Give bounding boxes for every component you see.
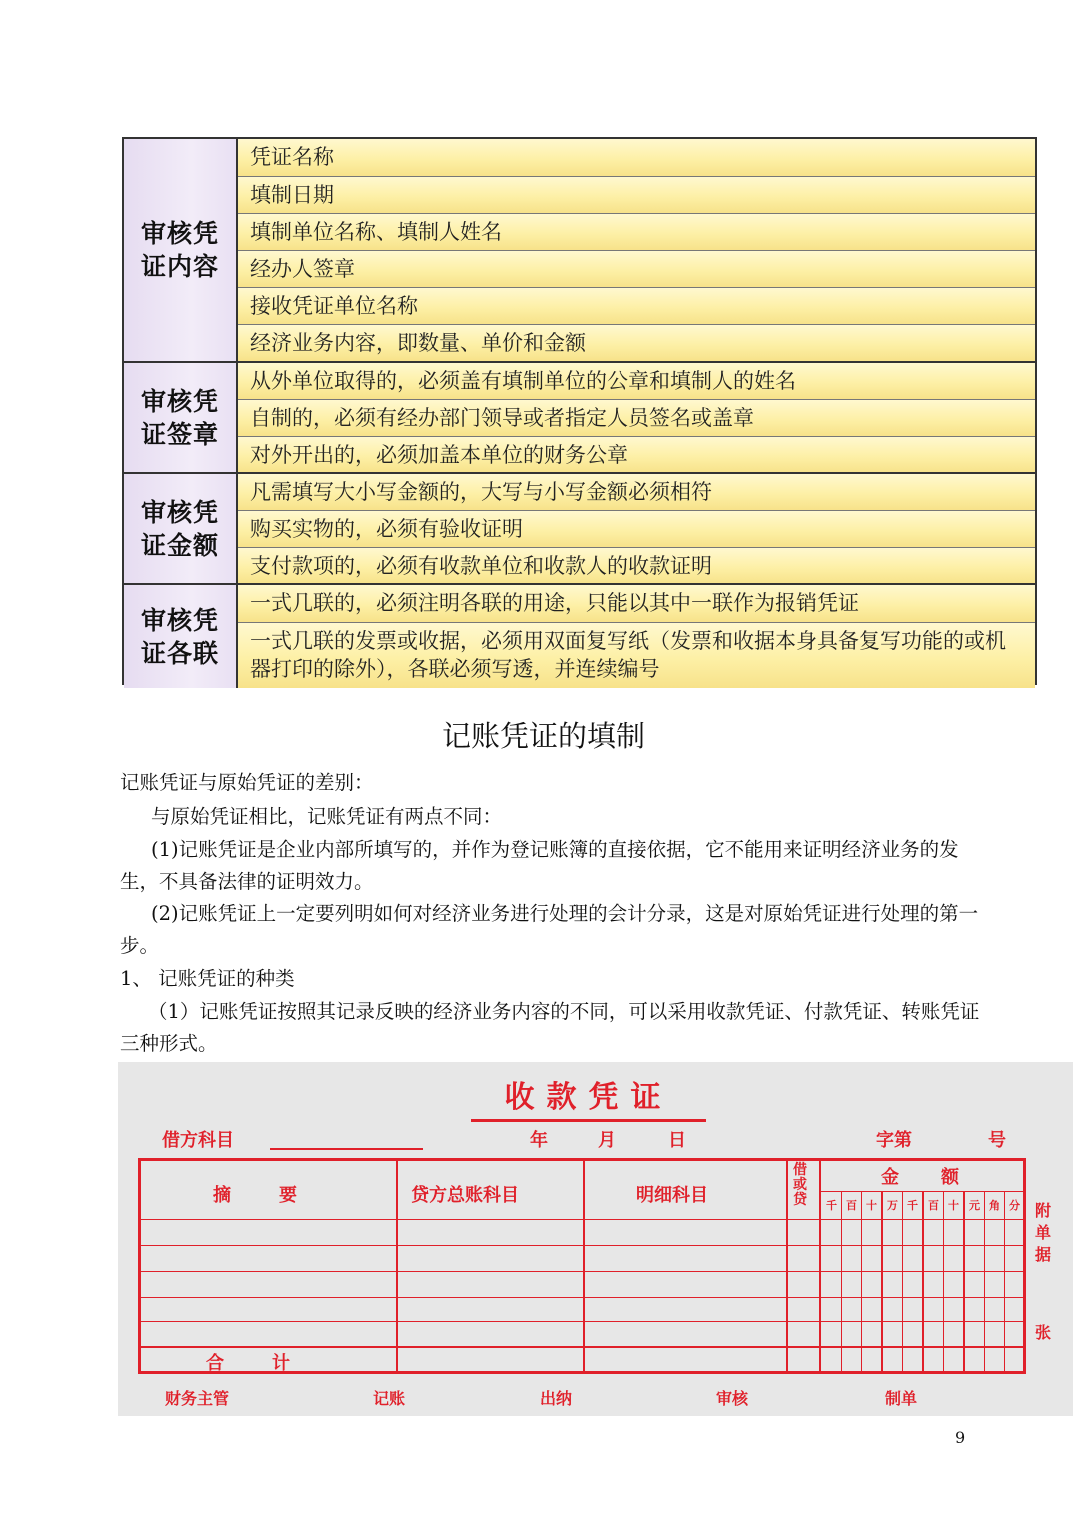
digit-label: 元	[969, 1199, 980, 1212]
audit-row: 对外开出的，必须加盖本单位的财务公章	[238, 436, 1035, 473]
col-credit-account: 贷方总账科目	[411, 1185, 519, 1206]
footer-supervisor: 财务主管	[165, 1389, 230, 1408]
voucher-month: 月	[598, 1130, 616, 1151]
digit-label: 百	[928, 1199, 939, 1212]
section-title: 记账凭证的填制	[441, 719, 645, 753]
digit-label: 角	[989, 1199, 1000, 1212]
grid-line	[786, 1161, 788, 1371]
col-summary: 摘 要	[213, 1185, 301, 1206]
digit-label: 万	[887, 1199, 898, 1212]
digit-line	[922, 1191, 924, 1371]
audit-row: 填制单位名称、填制人姓名	[238, 213, 1035, 250]
footer-cashier: 出纳	[540, 1389, 573, 1408]
audit-group-label: 审核凭证各联	[124, 585, 238, 688]
digit-line	[881, 1191, 883, 1371]
debit-account-underline	[270, 1148, 423, 1150]
digit-label: 十	[948, 1199, 959, 1212]
grid-line	[141, 1297, 1023, 1298]
audit-group-label: 审核凭证内容	[124, 139, 238, 361]
paragraph: 1、 记账凭证的种类	[120, 967, 295, 990]
page-number: 9	[955, 1428, 966, 1447]
footer-preparer: 制单	[885, 1389, 918, 1408]
paragraph: 记账凭证与原始凭证的差别：	[120, 771, 374, 794]
paragraph: (1)记账凭证是企业内部所填写的，并作为登记账簿的直接依据，它不能用来证明经济业务的发生，不具备法律的证明效力。	[120, 838, 959, 893]
grid-line	[396, 1161, 398, 1371]
footer-reviewer: 审核	[716, 1389, 749, 1408]
audit-row: 接收凭证单位名称	[238, 287, 1035, 324]
audit-group-label: 审核凭证签章	[124, 363, 238, 472]
audit-row: 凡需填写大小写金额的，大写与小写金额必须相符	[238, 474, 1035, 510]
digit-label: 千	[826, 1199, 837, 1212]
digit-line	[861, 1191, 862, 1371]
col-detail-account: 明细科目	[636, 1185, 708, 1206]
voucher-char-no: 字第	[876, 1130, 912, 1151]
grid-line	[141, 1321, 1023, 1322]
audit-row: 填制日期	[238, 176, 1035, 213]
digit-line	[902, 1191, 903, 1371]
digit-line	[943, 1191, 944, 1371]
audit-row: 一式几联的发票或收据，必须用双面复写纸（发票和收据本身具备复写功能的或机器打印的除外），各联必须写透，并连续编号	[238, 622, 1035, 688]
col-amount: 金 额	[881, 1167, 961, 1188]
audit-row: 一式几联的，必须注明各联的用途，只能以其中一联作为报销凭证	[238, 585, 1035, 622]
voucher-grid	[138, 1158, 1026, 1374]
audit-group-content	[124, 139, 1035, 361]
col-mark: 借或贷	[793, 1162, 807, 1208]
voucher-title: 收款凭证	[471, 1072, 706, 1122]
paragraph: 与原始凭证相比，记账凭证有两点不同：	[151, 805, 503, 828]
audit-row: 购买实物的，必须有验收证明	[238, 510, 1035, 547]
grid-line	[819, 1161, 821, 1371]
paragraph: (2)记账凭证上一定要列明如何对经济业务进行处理的会计分录，这是对原始凭证进行处理的第一步。	[120, 902, 979, 957]
audit-row: 支付款项的，必须有收款单位和收款人的收款证明	[238, 547, 1035, 584]
digit-label: 十	[866, 1199, 877, 1212]
total-label: 合 计	[206, 1353, 294, 1374]
digit-line	[984, 1191, 985, 1371]
grid-line	[141, 1346, 1023, 1348]
digit-line	[963, 1191, 965, 1371]
voucher-number: 号	[988, 1130, 1006, 1151]
receipt-voucher-form	[118, 1062, 1073, 1416]
sheets-label: 张	[1035, 1323, 1052, 1342]
paragraph: （1）记账凭证按照其记录反映的经济业务内容的不同，可以采用收款凭证、付款凭证、转账凭证三种形式。	[120, 1000, 980, 1055]
audit-row: 从外单位取得的，必须盖有填制单位的公章和填制人的姓名	[238, 363, 1035, 399]
digit-line	[841, 1191, 842, 1371]
audit-row: 经办人签章	[238, 250, 1035, 287]
voucher-debit-account: 借方科目	[162, 1130, 234, 1151]
digit-label: 千	[907, 1199, 918, 1212]
audit-row: 凭证名称	[238, 139, 1035, 176]
voucher-year: 年	[530, 1130, 548, 1151]
audit-group-amount	[124, 472, 1035, 583]
grid-line	[141, 1245, 1023, 1246]
audit-row: 自制的，必须有经办部门领导或者指定人员签名或盖章	[238, 399, 1035, 436]
audit-row: 经济业务内容，即数量、单价和金额	[238, 324, 1035, 361]
digit-line	[1004, 1191, 1005, 1371]
grid-line	[141, 1219, 1023, 1220]
footer-bookkeeper: 记账	[373, 1389, 406, 1408]
attach-label: 附单据	[1035, 1201, 1052, 1264]
digit-label: 百	[846, 1199, 857, 1212]
voucher-day: 日	[668, 1130, 686, 1151]
audit-table	[122, 137, 1037, 685]
audit-group-signature	[124, 361, 1035, 472]
digit-label: 分	[1009, 1199, 1020, 1212]
audit-group-copies	[124, 583, 1035, 688]
audit-group-label: 审核凭证金额	[124, 474, 238, 583]
grid-line	[141, 1271, 1023, 1272]
grid-line	[583, 1161, 585, 1371]
